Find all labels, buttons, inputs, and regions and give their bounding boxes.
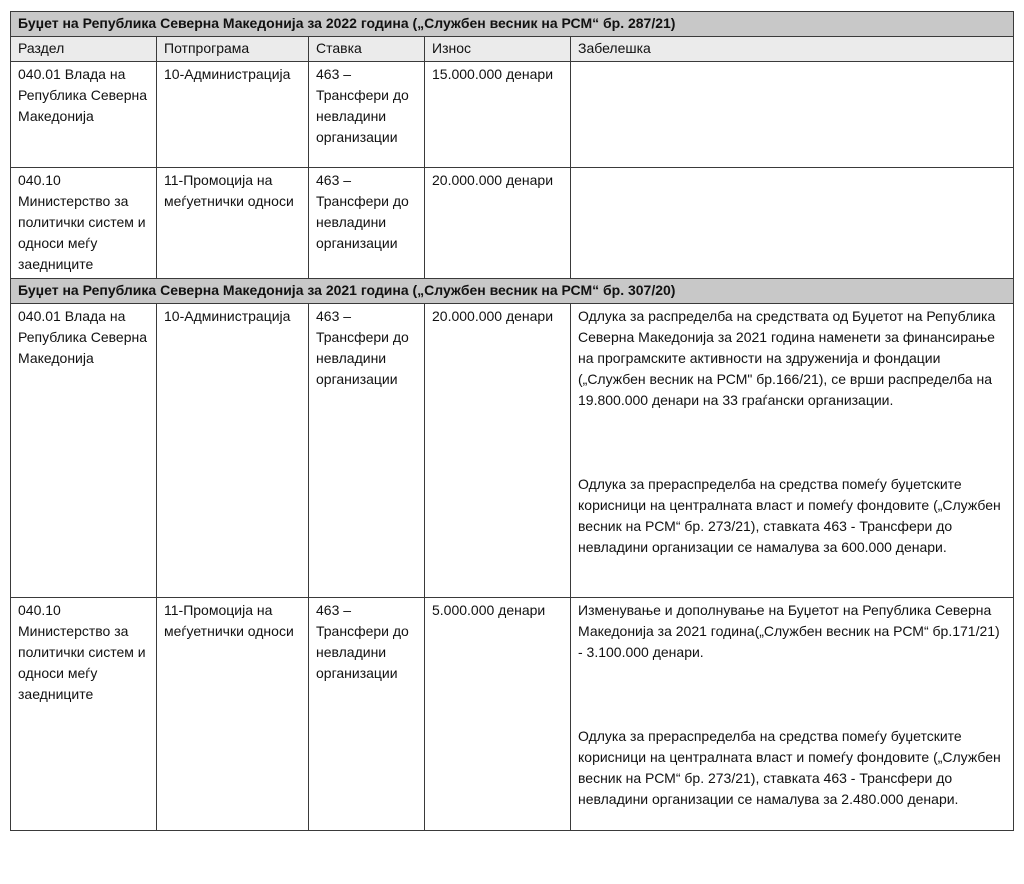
cell-razdel: 040.10 Министерство за политички систем и односи меѓу заедниците xyxy=(11,168,157,279)
cell-razdel: 040.01 Влада на Република Северна Македонија xyxy=(11,62,157,168)
cell-iznos: 20.000.000 денари xyxy=(425,304,571,598)
column-header-potprograma: Потпрограма xyxy=(157,37,309,62)
cell-potprograma: 11-Промоција на меѓуетнички односи xyxy=(157,598,309,831)
cell-potprograma: 10-Администрација xyxy=(157,62,309,168)
column-header-zabeleshka: Забелешка xyxy=(571,37,1014,62)
cell-stavka: 463 – Трансфери до невладини организации xyxy=(309,62,425,168)
cell-stavka: 463 – Трансфери до невладини организации xyxy=(309,598,425,831)
column-header-razdel: Раздел xyxy=(11,37,157,62)
table-row xyxy=(11,304,1014,598)
cell-razdel: 040.10 Министерство за политички систем и односи меѓу заедниците xyxy=(11,598,157,831)
cell-stavka: 463 – Трансфери до невладини организации xyxy=(309,304,425,598)
table-row xyxy=(11,62,1014,168)
section-header-2022 xyxy=(11,12,1014,37)
cell-razdel: 040.01 Влада на Република Северна Македонија xyxy=(11,304,157,598)
cell-iznos: 5.000.000 денари xyxy=(425,598,571,831)
table-row xyxy=(11,598,1014,831)
note-text: Одлука за прераспределба на средства помеѓу буџетските корисници на централната власт и помеѓу фондовите („Службен весник на РСМ“ бр. 273/21), ставката 463 - Трансфери до невладини организации се намалува за 600.000 денари. xyxy=(578,476,1001,555)
note-text: Одлука за распределба на средствата од Буџетот на Република Северна Македонија за 2021 година наменети за финансирање на програмските активности на здруженија и фондации („Службен весник на РСМ" бр.166/21), се врши распределба на 19.800.000 денари на 33 граѓански организации. xyxy=(578,308,996,408)
section-title: Буџет на Република Северна Македонија за 2022 година („Службен весник на РСМ“ бр. 287/21) xyxy=(11,12,1014,37)
cell-iznos: 15.000.000 денари xyxy=(425,62,571,168)
note-text: Одлука за прераспределба на средства помеѓу буџетските корисници на централната власт и помеѓу фондовите („Службен весник на РСМ“ бр. 273/21), ставката 463 - Трансфери до невладини организации се намалува за 2.480.000 денари. xyxy=(578,728,1001,807)
section-header-2021 xyxy=(11,279,1014,304)
cell-stavka: 463 – Трансфери до невладини организации xyxy=(309,168,425,279)
cell-iznos: 20.000.000 денари xyxy=(425,168,571,279)
cell-zabeleshka xyxy=(571,168,1014,279)
column-header-iznos: Износ xyxy=(425,37,571,62)
column-header-stavka: Ставка xyxy=(309,37,425,62)
cell-potprograma: 10-Администрација xyxy=(157,304,309,598)
cell-zabeleshka xyxy=(571,62,1014,168)
note-text: Изменување и дополнување на Буџетот на Република Северна Македонија за 2021 година(„Службен весник на РСМ“ бр.171/21) - 3.100.000 денари. xyxy=(578,602,1000,660)
cell-potprograma: 11-Промоција на меѓуетнички односи xyxy=(157,168,309,279)
cell-zabeleshka xyxy=(571,598,1014,831)
cell-zabeleshka xyxy=(571,304,1014,598)
section-title: Буџет на Република Северна Македонија за 2021 година („Службен весник на РСМ“ бр. 307/20) xyxy=(11,279,1014,304)
table-row xyxy=(11,168,1014,279)
budget-table xyxy=(10,11,1014,831)
column-header-row xyxy=(11,37,1014,62)
